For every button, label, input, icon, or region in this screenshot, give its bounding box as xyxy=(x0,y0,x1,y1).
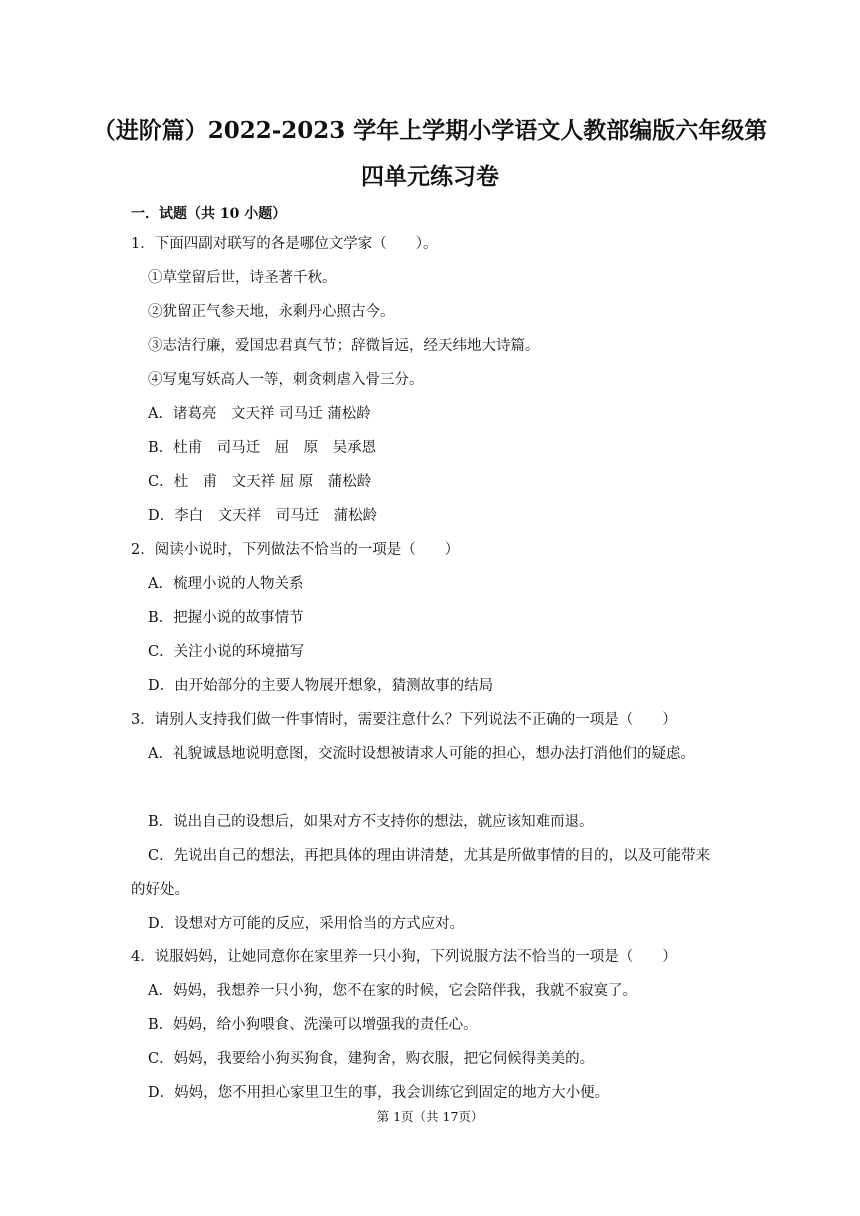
question-1-item: ③志洁行廉，爱国忠君真气节；辞微旨远，经天纬地大诗篇。 xyxy=(148,338,540,354)
question-2-stem: 2．阅读小说时，下列做法不恰当的一项是（ ） xyxy=(131,542,460,558)
document-title-line1: （进阶篇）2022-2023 学年上学期小学语文人教部编版六年级第 xyxy=(92,117,768,144)
question-1-option-d: D．李白 文天祥 司马迁 蒲松龄 xyxy=(148,508,378,524)
question-1-item: ②犹留正气参天地，永剩丹心照古今。 xyxy=(148,304,395,320)
question-4-option-d: D．妈妈，您不用担心家里卫生的事，我会训练它到固定的地方大小便。 xyxy=(148,1085,610,1101)
section-heading: 一．试题（共 10 小题） xyxy=(131,206,287,222)
question-3-stem: 3．请别人支持我们做一件事情时，需要注意什么？下列说法不正确的一项是（ ） xyxy=(131,712,677,728)
question-1-item: ①草堂留后世，诗圣著千秋。 xyxy=(148,270,337,286)
question-4-option-a: A．妈妈，我想养一只小狗，您不在家的时候，它会陪伴我，我就不寂寞了。 xyxy=(148,983,637,999)
question-2-option-d: D．由开始部分的主要人物展开想象，猜测故事的结局 xyxy=(148,678,494,694)
question-2-option-a: A．梳理小说的人物关系 xyxy=(148,576,304,592)
question-4-stem: 4．说服妈妈，让她同意你在家里养一只小狗，下列说服方法不恰当的一项是（ ） xyxy=(131,949,677,965)
question-3-option-c: C．先说出自己的想法，再把具体的理由讲清楚，尤其是所做事情的目的，以及可能带来 xyxy=(148,848,711,864)
question-3-option-c-continued: 的好处。 xyxy=(131,882,189,898)
question-1-stem: 1．下面四副对联写的各是哪位文学家（ ）。 xyxy=(131,236,438,252)
question-1-item: ④写鬼写妖高人一等，刺贪刺虐入骨三分。 xyxy=(148,372,424,388)
question-3-option-b: B．说出自己的设想后，如果对方不支持你的想法，就应该知难而退。 xyxy=(148,814,594,830)
question-1-option-a: A．诸葛亮 文天祥 司马迁 蒲松龄 xyxy=(148,406,371,422)
question-1-option-b: B．杜甫 司马迁 屈 原 吴承恩 xyxy=(148,440,377,456)
page-footer: 第 1页（共 17页） xyxy=(376,1109,484,1124)
question-3-option-a: A．礼貌诚恳地说明意图，交流时设想被请求人可能的担心，想办法打消他们的疑虑。 xyxy=(148,746,695,762)
question-2-option-c: C．关注小说的环境描写 xyxy=(148,644,305,660)
question-2-option-b: B．把握小说的故事情节 xyxy=(148,610,304,626)
question-4-option-c: C．妈妈，我要给小狗买狗食，建狗舍，购衣服，把它伺候得美美的。 xyxy=(148,1051,595,1067)
question-1-option-c: C．杜 甫 文天祥 屈 原 蒲松龄 xyxy=(148,474,372,490)
document-title-line2: 四单元练习卷 xyxy=(361,163,499,190)
question-3-option-d: D．设想对方可能的反应，采用恰当的方式应对。 xyxy=(148,916,465,932)
question-4-option-b: B．妈妈，给小狗喂食、洗澡可以增强我的责任心。 xyxy=(148,1017,478,1033)
